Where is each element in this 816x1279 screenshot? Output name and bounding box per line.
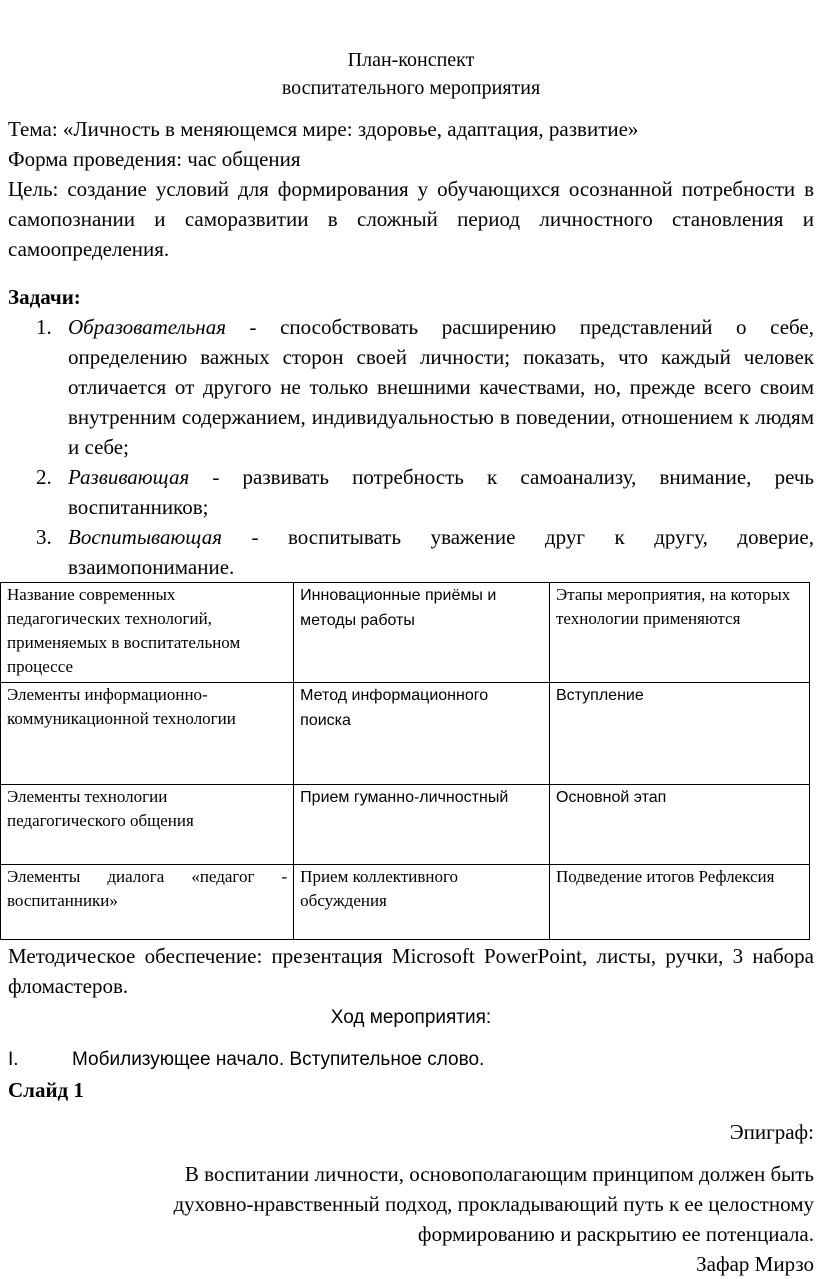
table-row — [1, 785, 810, 865]
table-cell-text: Вступление — [556, 687, 644, 704]
task-lead: Воспитывающая — [68, 525, 222, 549]
epigraph-line: В воспитании личности, основополагающим принципом должен быть — [184, 1162, 814, 1186]
epigraph-line: формированию и раскрытию ее потенциала. — [417, 1222, 814, 1246]
table-header-cell: Название современных педагогических технологий, применяемых в воспитательном процессе — [1, 583, 294, 683]
table-row — [1, 683, 810, 785]
title-line-2: воспитательного мероприятия — [281, 77, 541, 99]
task-text: - способствовать расширению представлений о себе, определению важных сторон своей личности; показать, что каждый человек отличается от другого не только внешними качествами, но, прежде всего своим внутренним содержанием, индивидуальностью в поведении, отношением к людям и себе; — [68, 315, 814, 459]
table-header-text: Инновационные приёмы и методы работы — [300, 587, 497, 629]
table-cell — [294, 683, 550, 785]
goal-paragraph: Цель: создание условий для формирования у обучающихся осознанной потребности в самопознании и саморазвитии в сложный период личностного становления и самоопределения. — [8, 177, 814, 261]
table-cell — [550, 683, 810, 785]
slide-label: Слайд 1 — [8, 1078, 84, 1102]
table-cell — [550, 785, 810, 865]
epigraph-label: Эпиграф: — [729, 1120, 814, 1144]
task-text: - развивать потребность к самоанализу, внимание, речь воспитанников; — [68, 465, 814, 519]
form-line: Форма проведения: час общения — [8, 147, 301, 171]
table-cell: Элементы информационно-коммуникационной технологии — [1, 683, 294, 785]
theme-line: Тема: «Личность в меняющемся мире: здоровье, адаптация, развитие» — [8, 117, 639, 141]
task-text: - воспитывать уважение друг к другу, доверие, взаимопонимание. — [68, 525, 814, 579]
technologies-table — [0, 582, 810, 940]
task-item — [8, 522, 814, 582]
methodical-support: Методическое обеспечение: презентация Microsoft PowerPoint, листы, ручки, 3 набора фломастеров. — [8, 944, 814, 998]
section-number: I. — [8, 1049, 19, 1070]
course-heading: Ход мероприятия: — [330, 1007, 492, 1028]
task-number: 2. — [36, 465, 52, 489]
task-number: 1. — [36, 315, 52, 339]
task-lead: Образовательная — [68, 315, 226, 339]
section-heading — [8, 1045, 814, 1075]
table-cell: Подведение итогов Рефлексия — [550, 865, 810, 940]
tasks-list — [8, 312, 814, 582]
epigraph-quote — [8, 1159, 814, 1279]
table-header-cell — [294, 583, 550, 683]
table-cell-text: Основной этап — [556, 789, 667, 806]
table-cell: Прием коллективного обсуждения — [294, 865, 550, 940]
section-title: Мобилизующее начало. Вступительное слово. — [72, 1049, 485, 1070]
table-cell-text: Метод информационного поиска — [300, 687, 489, 729]
epigraph-author: Зафар Мирзо — [696, 1252, 814, 1276]
epigraph-line: духовно-нравственный подход, прокладывающий путь к ее целостному — [173, 1192, 814, 1216]
table-cell — [294, 785, 550, 865]
task-item — [8, 312, 814, 462]
tasks-heading: Задачи: — [8, 285, 81, 309]
task-item — [8, 462, 814, 522]
table-header-row — [1, 583, 810, 683]
table-header-cell: Этапы мероприятия, на которых технологии применяются — [550, 583, 810, 683]
table-cell: Элементы диалога «педагог - воспитанники» — [1, 865, 294, 940]
document-page — [8, 0, 814, 1279]
table-cell: Элементы технологии педагогического общения — [1, 785, 294, 865]
title-line-1: План-конспект — [347, 49, 475, 71]
task-number: 3. — [36, 525, 52, 549]
table-row — [1, 865, 810, 940]
task-lead: Развивающая — [68, 465, 190, 489]
table-cell-text: Прием гуманно-личностный — [300, 789, 509, 806]
document-title — [8, 46, 814, 102]
